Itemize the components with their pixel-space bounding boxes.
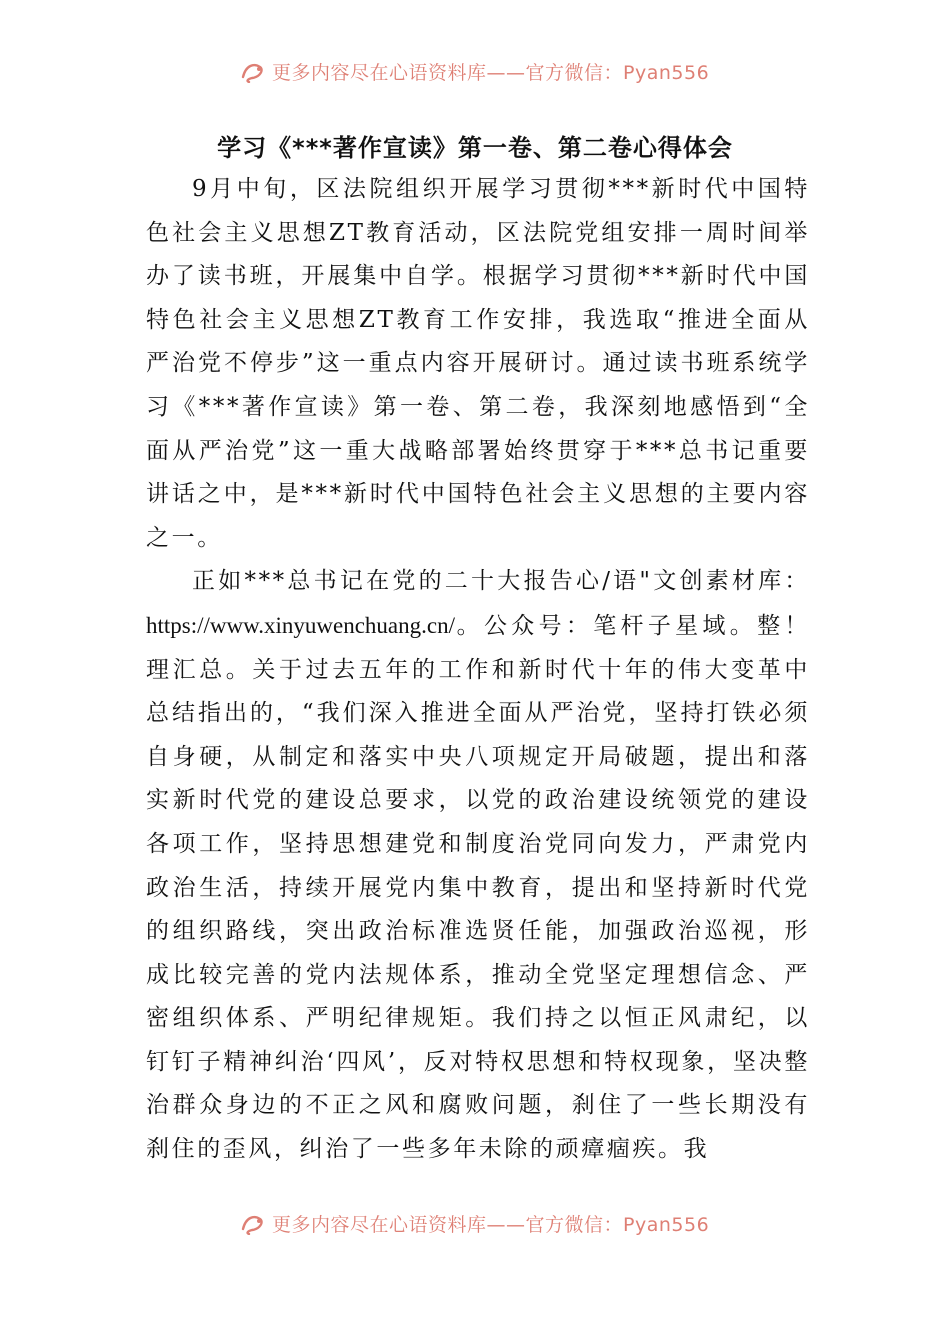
paragraph-2-prefix: 正如***总书记在党的二十大报告心/语"文创素材库： — [192, 568, 810, 595]
header-banner-content — [240, 58, 709, 84]
paragraph-2 — [146, 560, 810, 1171]
brand-logo-icon — [240, 1213, 266, 1235]
document-title: 学习《***著作宣读》第一卷、第二卷心得体会 — [217, 134, 733, 162]
paragraph-1: 9月中旬，区法院组织开展学习贯彻***新时代中国特色社会主义思想ZT教育活动，区法院党组安排一周时间举办了读书班，开展集中自学。根据学习贯彻***新时代中国特色社会主义思想ZT教育工作安排，我选取“推进全面从严治党不停步”这一重点内容开展研讨。通过读书班系统学习《***著作宣读》第一卷、第二卷，我深刻地感悟到“全面从严治党”这一重大战略部署始终贯穿于***总书记重要讲话之中，是***新时代中国特色社会主义思想的主要内容之一。 — [146, 176, 810, 551]
header-banner — [0, 56, 950, 84]
paragraph-2-suffix: 。公众号：笔杆子星域。整！理汇总。关于过去五年的工作和新时代十年的伟大变革中总结指出的，“我们深入推进全面从严治党，坚持打铁必须自身硬，从制定和落实中央八项规定开局破题，提出和落实新时代党的建设总要求，以党的政治建设统领党的建设各项工作，坚持思想建党和制度治党同向发力，严肃党内政治生活，持续开展党内集中教育，提出和坚持新时代党的组织路线，突出政治标准选贤任能，加强政治巡视，形成比较完善的党内法规体系，推动全党坚定理想信念、严密组织体系、严明纪律规矩。我们持之以恒正风肃纪，以钉钉子精神纠治‘四风’，反对特权思想和特权现象，坚决整治群众身边的不正之风和腐败问题，刹住了一些长期没有刹住的歪风，纠治了一些多年未除的顽瘴痼疾。我 — [146, 612, 810, 1163]
paragraph-2-url: https://www.xinyuwenchuang.cn/ — [146, 612, 455, 638]
footer-banner-content — [240, 1210, 709, 1236]
footer-banner-text: 更多内容尽在心语资料库——官方微信：Pyan556 — [272, 1214, 710, 1236]
brand-logo-icon — [240, 61, 266, 83]
header-banner-text: 更多内容尽在心语资料库——官方微信：Pyan556 — [272, 62, 710, 84]
document-body — [146, 168, 810, 1172]
footer-banner — [0, 1208, 950, 1236]
